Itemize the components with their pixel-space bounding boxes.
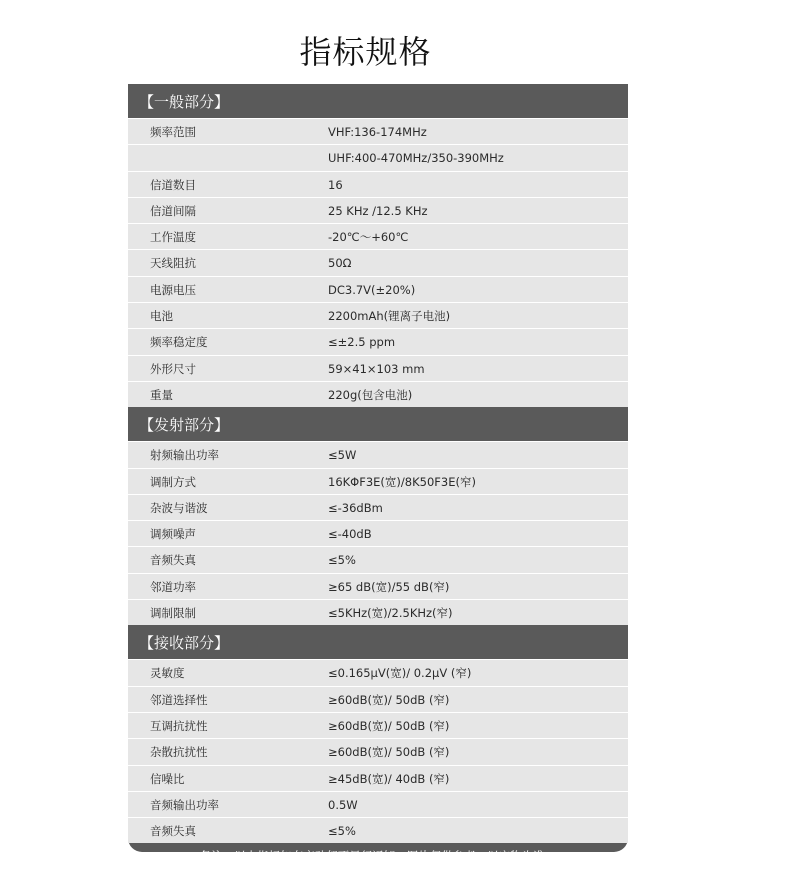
table-row [128, 249, 628, 275]
table-row [128, 223, 628, 249]
spec-value: ≥60dB(宽)/ 50dB (窄) [328, 692, 450, 707]
spec-name: 杂散抗扰性 [150, 745, 208, 760]
spec-value: -20℃～+60℃ [328, 230, 409, 245]
spec-name: 外形尺寸 [150, 361, 196, 376]
spec-name: 信道间隔 [150, 203, 196, 218]
table-row [128, 171, 628, 197]
table-row [128, 468, 628, 494]
spec-name: 天线阻抗 [150, 256, 196, 271]
section-header-transmit: 【发射部分】 [128, 407, 628, 441]
spec-name: 射频输出功率 [150, 448, 219, 463]
table-row [128, 494, 628, 520]
spec-name: 信道数目 [150, 177, 196, 192]
spec-value: 220g(包含电池) [328, 387, 413, 402]
section-header-receive: 【接收部分】 [128, 625, 628, 659]
spec-value: 16KΦF3E(宽)/8K50F3E(窄) [328, 474, 476, 489]
spec-table [128, 84, 628, 864]
spec-value: 50Ω [328, 256, 352, 271]
spec-value: 25 KHz /12.5 KHz [328, 203, 428, 218]
spec-value: 59×41×103 mm [328, 361, 425, 376]
spec-value: ≥45dB(宽)/ 40dB (窄) [328, 771, 450, 786]
spec-name: 工作温度 [150, 230, 196, 245]
table-row [128, 738, 628, 764]
table-row [128, 791, 628, 817]
spec-value: UHF:400-470MHz/350-390MHz [328, 151, 504, 166]
spec-value: VHF:136-174MHz [328, 125, 427, 139]
spec-name: 音频失真 [150, 553, 196, 568]
footnote: 备注：以上指标如有变动恕不另行通知，图片仅供参考，以实物为准。 [199, 849, 557, 864]
spec-name: 音频失真 [150, 824, 196, 839]
spec-value: ≤±2.5 ppm [328, 335, 396, 350]
spec-name: 电池 [150, 309, 173, 324]
spec-value: DC3.7V(±20%) [328, 282, 416, 297]
spec-value: ≥60dB(宽)/ 50dB (窄) [328, 718, 450, 733]
spec-value: 16 [328, 177, 343, 192]
section-header-general: 【一般部分】 [128, 84, 628, 118]
table-row [128, 302, 628, 328]
table-row [128, 659, 628, 685]
spec-name: 频率稳定度 [150, 335, 208, 350]
spec-name [128, 145, 328, 170]
spec-value: 2200mAh(锂离子电池) [328, 309, 451, 324]
table-row [128, 197, 628, 223]
spec-value: ≤-40dB [328, 527, 372, 542]
table-row [128, 546, 628, 572]
spec-name: 灵敏度 [150, 666, 185, 681]
table-row [128, 599, 628, 625]
spec-name: 信噪比 [150, 771, 185, 786]
table-row [128, 144, 628, 170]
spec-name: 音频输出功率 [150, 797, 219, 812]
spec-name: 调频噪声 [150, 527, 196, 542]
table-row [128, 573, 628, 599]
spec-value: ≤0.165μV(宽)/ 0.2μV (窄) [328, 666, 472, 681]
table-row [128, 355, 628, 381]
table-row [128, 328, 628, 354]
spec-value: ≤5% [328, 553, 356, 568]
table-row [128, 276, 628, 302]
table-row [128, 686, 628, 712]
spec-value: ≤5W [328, 448, 357, 463]
spec-name: 调制限制 [150, 606, 196, 621]
spec-name: 电源电压 [150, 282, 196, 297]
spec-name: 重量 [150, 387, 173, 402]
table-row [128, 712, 628, 738]
spec-value: 0.5W [328, 797, 358, 812]
spec-name: 杂波与谐波 [150, 500, 208, 515]
table-row [128, 520, 628, 546]
table-row [128, 817, 628, 843]
table-row [128, 441, 628, 467]
spec-value: ≥65 dB(宽)/55 dB(窄) [328, 579, 450, 594]
spec-name: 邻道选择性 [150, 692, 208, 707]
spec-name: 调制方式 [150, 474, 196, 489]
page-title: 指标规格 [299, 33, 432, 71]
table-row [128, 381, 628, 407]
spec-value: ≤-36dBm [328, 500, 383, 515]
spec-value: ≥60dB(宽)/ 50dB (窄) [328, 745, 450, 760]
spec-value: ≤5KHz(宽)/2.5KHz(窄) [328, 606, 453, 621]
table-row [128, 765, 628, 791]
spec-name: 频率范围 [150, 125, 196, 139]
spec-name: 互调抗扰性 [150, 718, 208, 733]
spec-name: 邻道功率 [150, 579, 196, 594]
spec-value: ≤5% [328, 824, 356, 839]
table-row [128, 118, 628, 144]
